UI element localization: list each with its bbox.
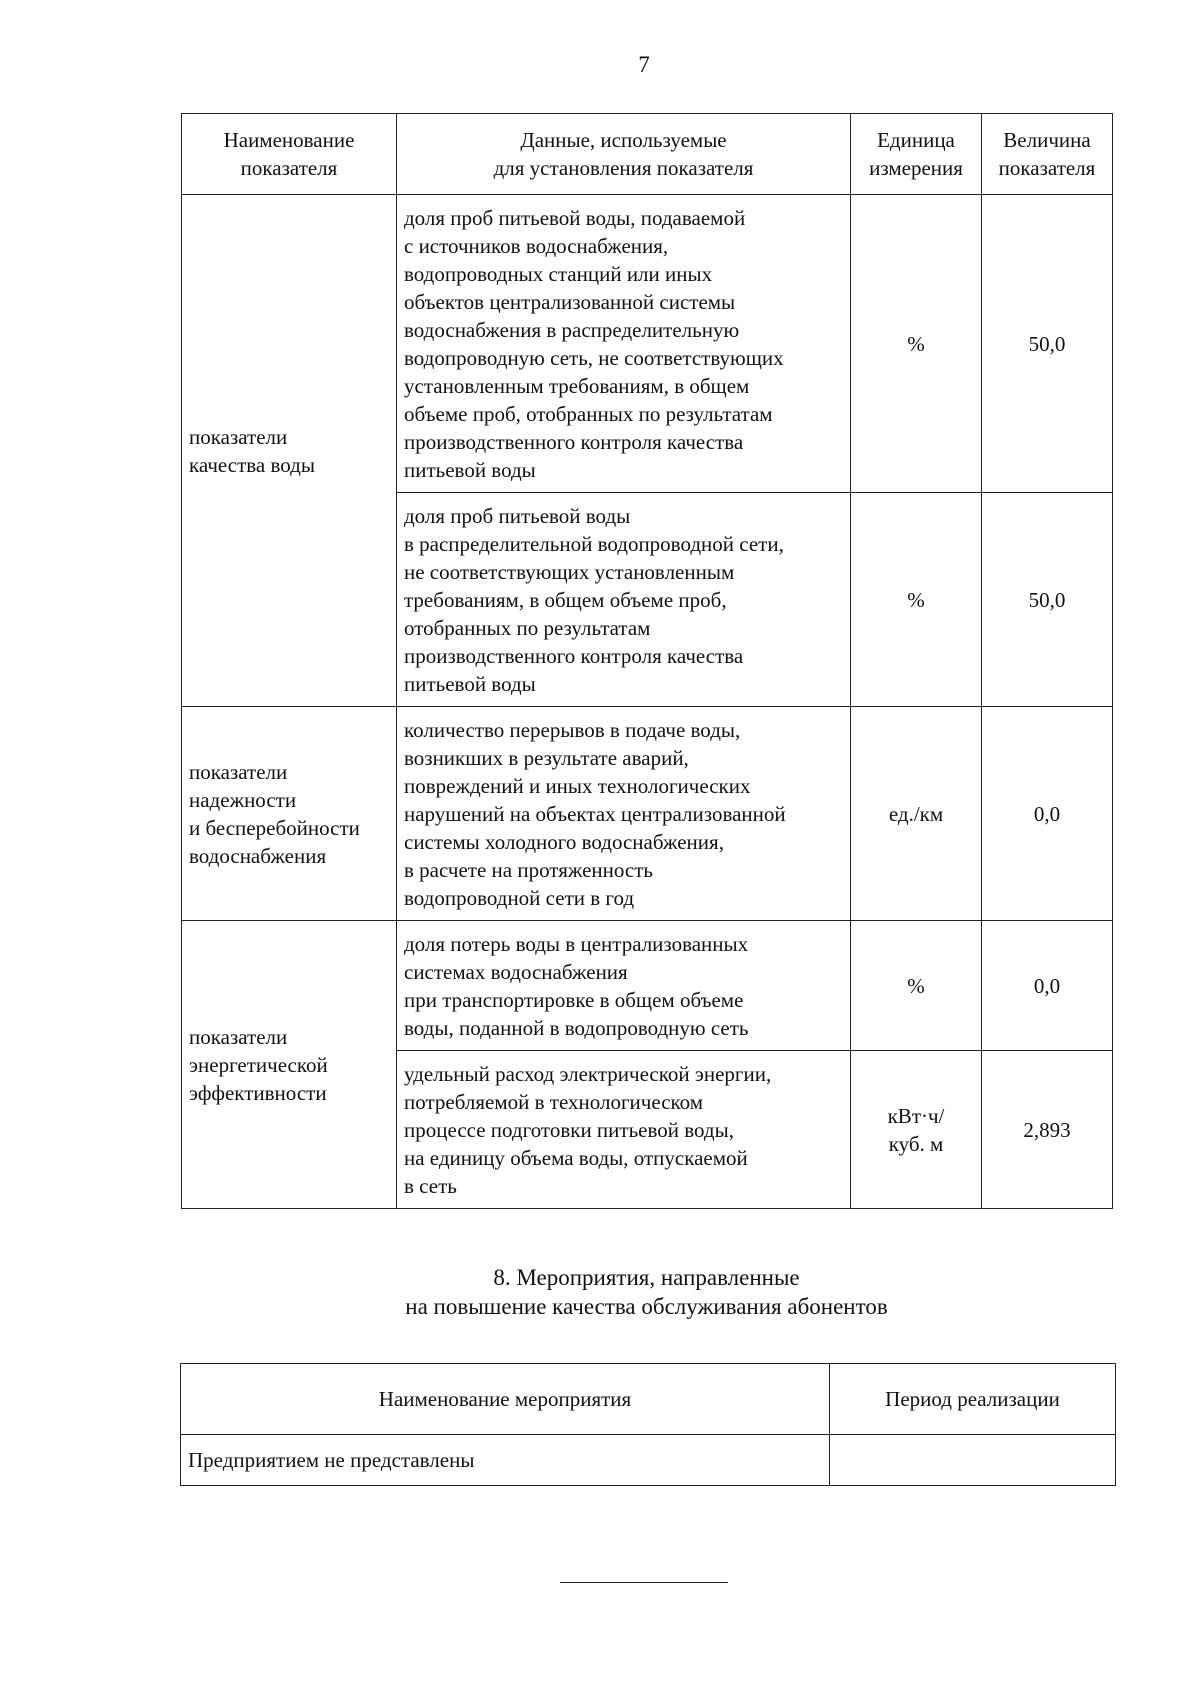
section-8-title: 8. Мероприятия, направленные на повышение качества обслуживания абонентов <box>405 1265 888 1319</box>
value-cell: 0,0 <box>982 707 1113 921</box>
category-water-quality: показатели качества воды <box>182 195 397 707</box>
header-unit: Единица измерения <box>851 114 982 195</box>
indicator-data-cell: доля проб питьевой воды, подаваемой с источников водоснабжения, водопроводных станций или иных объектов централизованной системы водоснабжения в распределительную водопроводную сеть, не соответствующих установленным требованиям, в общем объеме проб, отобранных по результатам производственного контроля качества питьевой воды <box>397 195 851 493</box>
indicator-data-cell: доля потерь воды в централизованных системах водоснабжения при транспортировке в общем объеме воды, поданной в водопроводную сеть <box>397 921 851 1051</box>
table-row <box>181 1435 1116 1486</box>
category-reliability: показатели надежности и бесперебойности водоснабжения <box>182 707 397 921</box>
value-cell: 0,0 <box>982 921 1113 1051</box>
value-cell: 2,893 <box>982 1051 1113 1209</box>
table-row <box>182 921 1113 1051</box>
unit-cell: кВт·ч/ куб. м <box>851 1051 982 1209</box>
header-value: Величина показателя <box>982 114 1113 195</box>
measure-period-cell <box>830 1435 1116 1486</box>
measures-header-row <box>181 1364 1116 1435</box>
header-measure-name: Наименование мероприятия <box>181 1364 830 1435</box>
indicator-data-cell: доля проб питьевой воды в распределительной водопроводной сети, не соответствующих установленным требованиям, в общем объеме проб, отобранных по результатам производственного контроля качества питьевой воды <box>397 493 851 707</box>
header-implementation-period: Период реализации <box>830 1364 1116 1435</box>
header-indicator-name: Наименование показателя <box>182 114 397 195</box>
measure-name-cell: Предприятием не представлены <box>181 1435 830 1486</box>
unit-cell: % <box>851 493 982 707</box>
category-energy-efficiency: показатели энергетической эффективности <box>182 921 397 1209</box>
header-indicator-data: Данные, используемые для установления показателя <box>397 114 851 195</box>
indicators-header-row <box>182 114 1113 195</box>
value-cell: 50,0 <box>982 493 1113 707</box>
table-row <box>182 195 1113 493</box>
value-cell: 50,0 <box>982 195 1113 493</box>
footer-divider <box>560 1582 728 1583</box>
unit-cell: ед./км <box>851 707 982 921</box>
measures-table <box>180 1363 1116 1486</box>
unit-cell: % <box>851 195 982 493</box>
page-number: 7 <box>638 52 650 77</box>
unit-cell: % <box>851 921 982 1051</box>
indicators-table <box>181 113 1113 1209</box>
table-row <box>182 707 1113 921</box>
indicator-data-cell: удельный расход электрической энергии, потребляемой в технологическом процессе подготовки питьевой воды, на единицу объема воды, отпускаемой в сеть <box>397 1051 851 1209</box>
indicator-data-cell: количество перерывов в подаче воды, возникших в результате аварий, повреждений и иных технологических нарушений на объектах централизованной системы холодного водоснабжения, в расчете на протяженность водопроводной сети в год <box>397 707 851 921</box>
